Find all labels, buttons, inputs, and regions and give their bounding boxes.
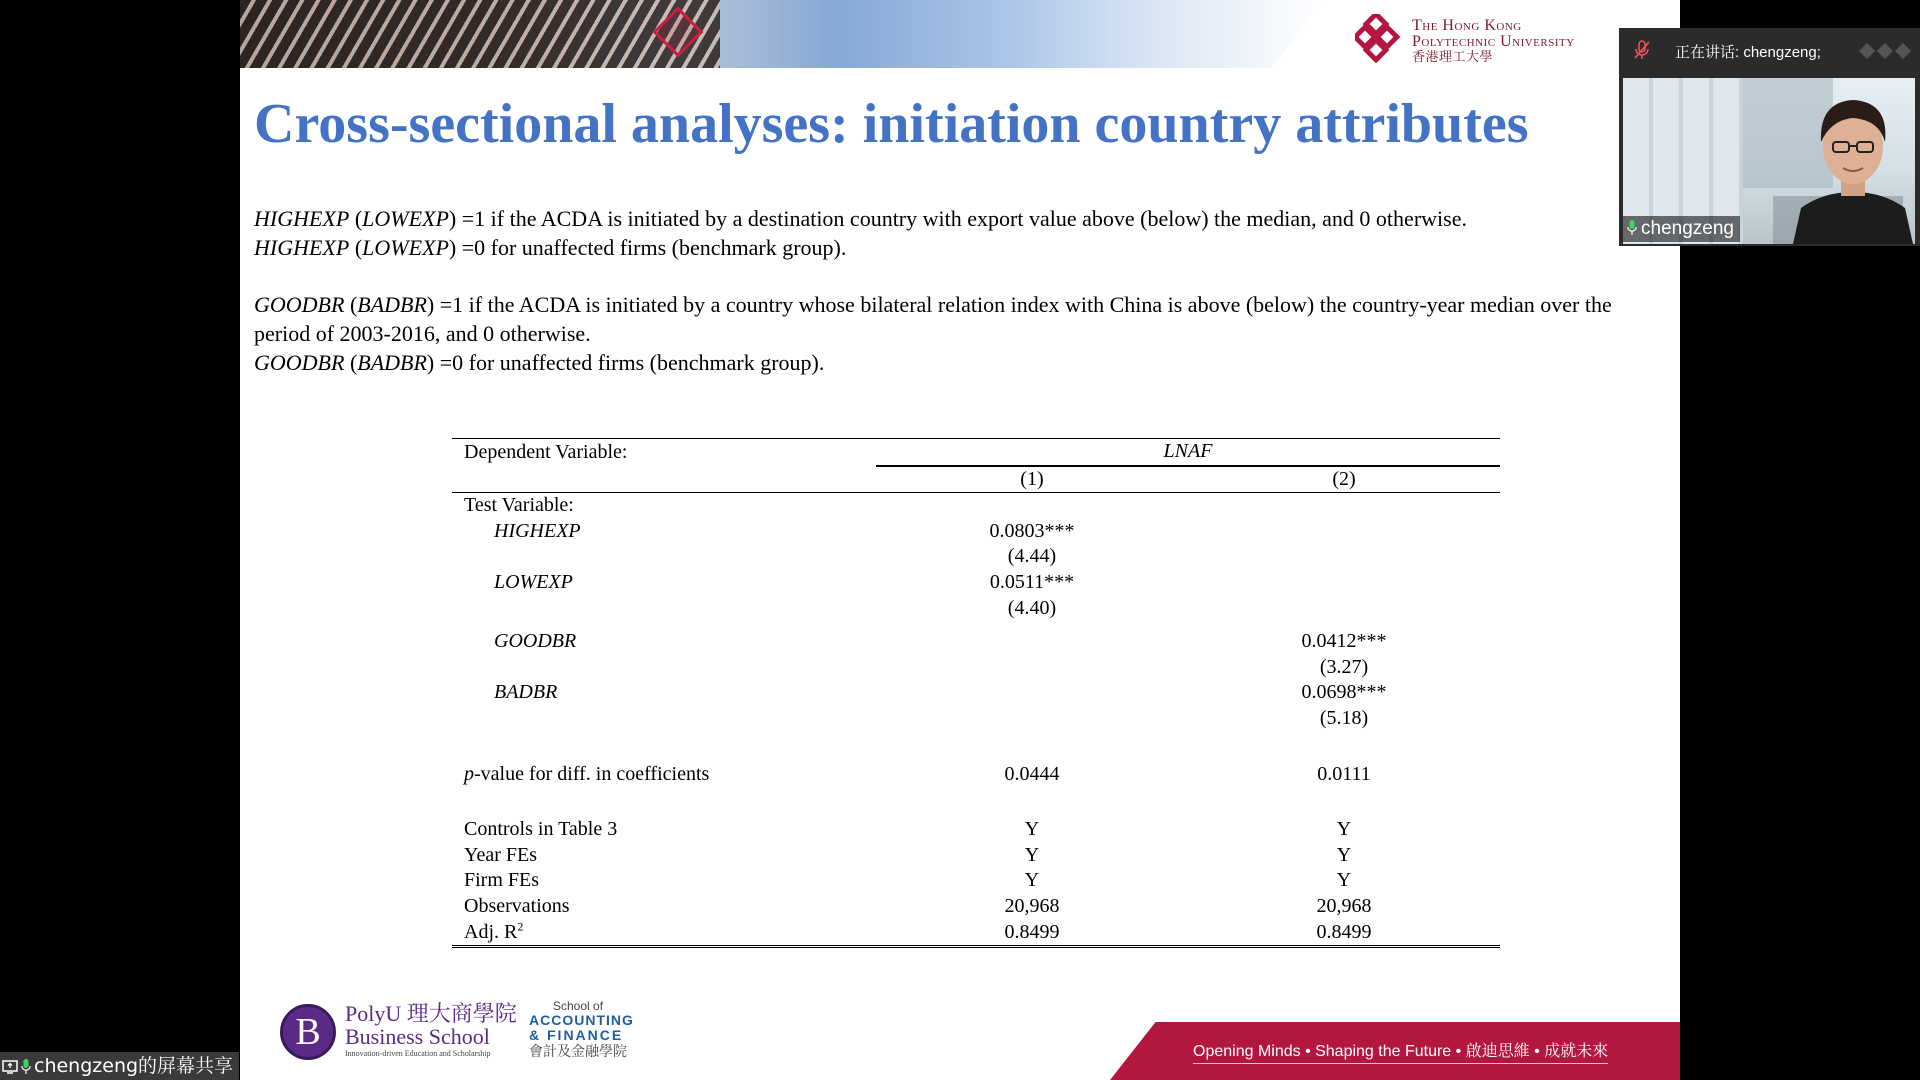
table-cell bbox=[876, 621, 1188, 655]
table-cell bbox=[452, 920, 876, 947]
table-cell: Controls in Table 3 bbox=[464, 818, 618, 841]
table-row bbox=[452, 544, 1500, 570]
pval-label: -value for diff. in coefficients bbox=[474, 762, 710, 785]
table-cell bbox=[876, 706, 1188, 732]
screen-share-label-text: chengzeng的屏幕共享 bbox=[34, 1055, 234, 1077]
table-row bbox=[452, 596, 1500, 622]
table-cell: Y bbox=[1024, 818, 1040, 841]
table-cell: 0.0698*** bbox=[1301, 681, 1387, 704]
var-goodbr: GOODBR bbox=[254, 292, 345, 317]
table-cell: 0.8499 bbox=[1188, 920, 1500, 947]
table-cell bbox=[452, 762, 876, 788]
tagline: Opening Minds • Shaping the Future • 啟迪思維 • 成就未來 bbox=[1193, 1038, 1608, 1064]
table-cell bbox=[1188, 493, 1500, 519]
table-row bbox=[452, 493, 1500, 519]
table-cell: GOODBR bbox=[494, 630, 577, 653]
table-cell: Observations bbox=[464, 894, 570, 917]
saf-line: School of bbox=[553, 999, 604, 1013]
table-cell: BADBR bbox=[494, 681, 558, 704]
table-cell: (4.44) bbox=[1007, 545, 1057, 568]
table-cell bbox=[876, 493, 1188, 519]
var-lowexp: LOWEXP bbox=[362, 235, 449, 260]
adjr2-superscript: 2 bbox=[517, 918, 524, 933]
business-school-line: Business School bbox=[345, 1024, 490, 1049]
saf-line: 會計及金融學院 bbox=[529, 1043, 627, 1059]
table-cell: 0.8499 bbox=[876, 920, 1188, 947]
saf-line: ACCOUNTING bbox=[529, 1012, 634, 1028]
table-cell bbox=[876, 655, 1188, 681]
table-cell: Y bbox=[1336, 869, 1352, 892]
table-cell: Y bbox=[1024, 843, 1040, 866]
table-row bbox=[452, 439, 1500, 466]
screen-share-indicator[interactable] bbox=[0, 1052, 239, 1080]
polyu-name bbox=[1412, 18, 1575, 66]
table-cell: HIGHEXP bbox=[494, 519, 581, 542]
mic-muted-icon[interactable] bbox=[1633, 40, 1651, 60]
participant-name-tag bbox=[1623, 216, 1740, 242]
table-cell: Year FEs bbox=[464, 843, 537, 866]
table-cell bbox=[452, 544, 876, 570]
table-cell bbox=[452, 706, 876, 732]
definition-text: ) =0 for unaffected firms (benchmark group). bbox=[426, 350, 825, 375]
screen-share-icon bbox=[2, 1059, 18, 1075]
table-cell: Y bbox=[1024, 869, 1040, 892]
p-italic: p bbox=[464, 762, 474, 785]
table-row bbox=[452, 621, 1500, 655]
table-cell: 20,968 bbox=[1316, 894, 1372, 917]
table-cell: Y bbox=[1336, 818, 1352, 841]
table-cell bbox=[1188, 570, 1500, 596]
table-cell: LNAF bbox=[876, 439, 1500, 466]
table-cell bbox=[1188, 544, 1500, 570]
footer-logos bbox=[280, 1000, 680, 1070]
presentation-slide bbox=[240, 0, 1680, 1080]
mic-active-icon bbox=[1627, 220, 1637, 236]
table-cell bbox=[452, 655, 876, 681]
definition-paragraph-br bbox=[254, 290, 1654, 377]
table-row bbox=[452, 843, 1500, 869]
polyu-name-chinese: 香港理工大學 bbox=[1412, 50, 1494, 65]
table-cell: Dependent Variable: bbox=[452, 439, 876, 466]
table-cell: 20,968 bbox=[1004, 894, 1060, 917]
definition-line: HIGHEXP (LOWEXP) =0 for unaffected firms (benchmark group). bbox=[254, 235, 847, 260]
table-cell: Y bbox=[1336, 843, 1352, 866]
table-spacer bbox=[452, 732, 1500, 762]
speaking-indicator bbox=[1619, 28, 1920, 72]
adjr2-label: Adj. R bbox=[464, 920, 518, 943]
definition-line: GOODBR (BADBR) =1 if the ACDA is initiated by a country whose bilateral relation index with China is above (below) the country-year median over the period of 2003-2016, and 0 otherwise. bbox=[254, 292, 1612, 346]
polyu-name-line: Polytechnic University bbox=[1412, 33, 1575, 50]
table-row bbox=[452, 868, 1500, 894]
definition-line: GOODBR (BADBR) =0 for unaffected firms (benchmark group). bbox=[254, 350, 825, 375]
accounting-finance-logo bbox=[529, 1000, 634, 1059]
table-row bbox=[452, 570, 1500, 596]
speaking-text: 正在讲话: chengzeng; bbox=[1675, 44, 1821, 61]
video-panel[interactable] bbox=[1619, 28, 1920, 246]
table-cell: LOWEXP bbox=[494, 570, 573, 593]
participant-name: chengzeng bbox=[1641, 218, 1734, 239]
table-spacer bbox=[452, 787, 1500, 817]
definition-line: HIGHEXP (LOWEXP) =1 if the ACDA is initiated by a destination country with export value above (below) the median, and 0 otherwise. bbox=[254, 206, 1467, 231]
header-banner-image bbox=[240, 0, 1325, 68]
var-goodbr: GOODBR bbox=[254, 350, 345, 375]
table-row bbox=[452, 655, 1500, 681]
table-cell: 0.0803*** bbox=[989, 519, 1075, 542]
definition-paragraph-exp bbox=[254, 204, 1654, 262]
regression-results-table bbox=[452, 438, 1500, 948]
polyu-logo-icon bbox=[1355, 14, 1407, 66]
var-badbr: BADBR bbox=[357, 350, 427, 375]
table-row bbox=[452, 680, 1500, 706]
more-icon[interactable] bbox=[1857, 42, 1917, 60]
business-school-name bbox=[345, 1002, 517, 1060]
definition-text: ) =0 for unaffected firms (benchmark group). bbox=[448, 235, 847, 260]
table-row bbox=[452, 894, 1500, 920]
table-cell bbox=[1188, 596, 1500, 622]
mic-active-icon bbox=[21, 1059, 31, 1075]
table-cell: (4.40) bbox=[1007, 596, 1057, 619]
table-row bbox=[452, 706, 1500, 732]
business-school-logo-icon: B bbox=[280, 1004, 336, 1060]
table-cell: (5.18) bbox=[1319, 706, 1369, 729]
business-school-motto: Innovation-driven Education and Scholarship bbox=[345, 1049, 491, 1058]
table-cell: 0.0111 bbox=[1317, 762, 1371, 785]
saf-line: & FINANCE bbox=[529, 1027, 624, 1043]
table-cell: (2) bbox=[1188, 466, 1500, 493]
table-cell: (3.27) bbox=[1319, 655, 1369, 678]
definition-text: ) =1 if the ACDA is initiated by a country whose bilateral relation index with China is above (below) the country-year median over the period of 2003-2016, and 0 otherwise. bbox=[254, 292, 1612, 346]
var-badbr: BADBR bbox=[357, 292, 427, 317]
polyu-name-line: The Hong Kong bbox=[1412, 17, 1522, 34]
var-highexp: HIGHEXP bbox=[254, 235, 350, 260]
table-cell: 0.0444 bbox=[1004, 762, 1060, 785]
business-school-line: PolyU 理大商學院 bbox=[345, 1001, 517, 1026]
building-facade-image bbox=[240, 0, 720, 68]
table-cell bbox=[1188, 519, 1500, 545]
slide-title: Cross-sectional analyses: initiation country attributes bbox=[254, 93, 1529, 155]
table-cell bbox=[452, 466, 876, 493]
participant-avatar bbox=[1793, 84, 1913, 244]
table-row bbox=[452, 519, 1500, 545]
table-row bbox=[452, 466, 1500, 493]
table-cell: Firm FEs bbox=[464, 869, 540, 892]
table-cell bbox=[452, 596, 876, 622]
table-row bbox=[452, 920, 1500, 947]
definition-text: ) =1 if the ACDA is initiated by a destination country with export value above (below) the median, and 0 otherwise. bbox=[448, 206, 1467, 231]
table-cell bbox=[876, 680, 1188, 706]
table-cell: 0.0412*** bbox=[1301, 630, 1387, 653]
var-highexp: HIGHEXP bbox=[254, 206, 350, 231]
table-cell: Test Variable: bbox=[464, 494, 574, 517]
table-cell: 0.0511*** bbox=[989, 570, 1075, 593]
table-row bbox=[452, 817, 1500, 843]
var-lowexp: LOWEXP bbox=[362, 206, 449, 231]
table-cell: (1) bbox=[876, 466, 1188, 493]
table-row bbox=[452, 762, 1500, 788]
